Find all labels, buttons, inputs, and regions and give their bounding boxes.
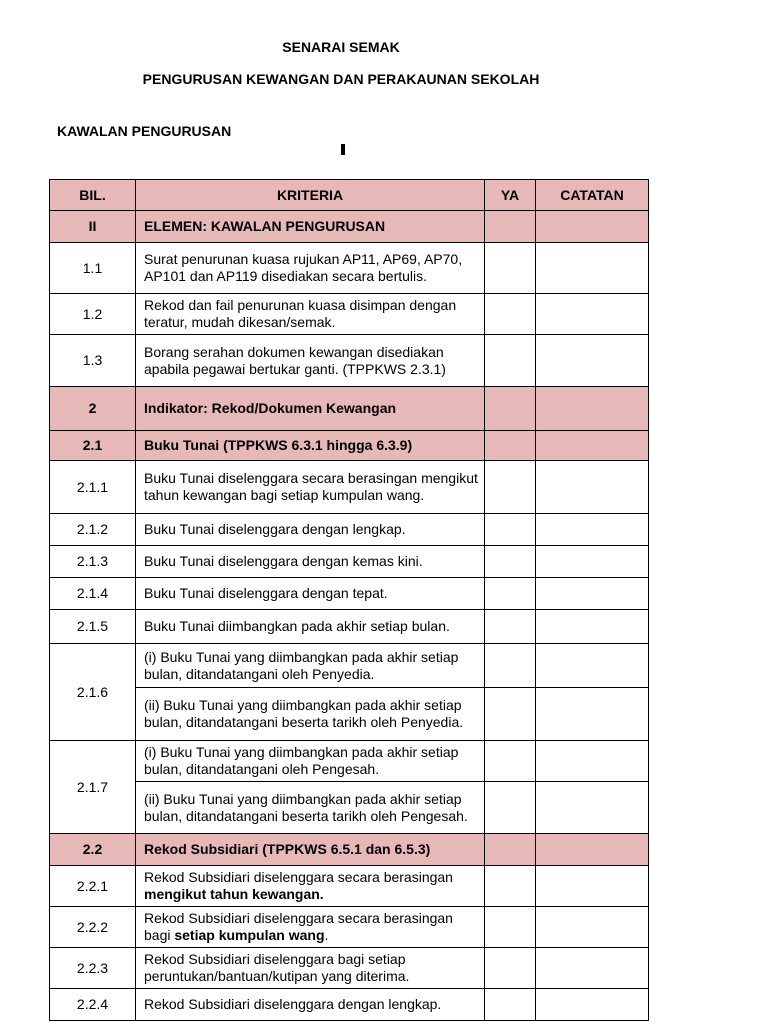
catatan-notes-cell — [536, 431, 649, 461]
section-header-row — [50, 834, 649, 866]
criteria-text: Buku Tunai diselenggara dengan lengkap. — [136, 514, 485, 546]
table-body — [50, 211, 649, 1021]
section-header-text: ELEMEN: KAWALAN PENGURUSAN — [136, 211, 485, 243]
row-number: 2.1.7 — [50, 741, 136, 834]
document-subtitle: PENGURUSAN KEWANGAN DAN PERAKAUNAN SEKOLAH — [142, 71, 540, 87]
row-number: 2.1 — [50, 431, 136, 461]
row-number: 2.1.5 — [50, 610, 136, 644]
criteria-text: (ii) Buku Tunai yang diimbangkan pada akhir setiap bulan, ditandatangani beserta tarikh oleh Pengesah. — [136, 782, 485, 834]
table-row — [50, 907, 649, 948]
ya-checkbox-cell[interactable] — [485, 546, 536, 578]
catatan-notes-cell — [536, 834, 649, 866]
criteria-text: Rekod dan fail penurunan kuasa disimpan dengan teratur, mudah dikesan/semak. — [136, 294, 485, 335]
ya-checkbox-cell[interactable] — [485, 907, 536, 948]
row-number: 2.1.6 — [50, 644, 136, 741]
ya-checkbox-cell[interactable] — [485, 782, 536, 834]
catatan-notes-cell[interactable] — [536, 989, 649, 1021]
column-header-catatan: CATATAN — [536, 180, 649, 211]
criteria-text — [136, 907, 485, 948]
catatan-notes-cell[interactable] — [536, 688, 649, 741]
table-row — [50, 866, 649, 907]
ya-checkbox-cell — [485, 834, 536, 866]
table-row — [50, 514, 649, 546]
criteria-text: Surat penurunan kuasa rujukan AP11, AP69, AP70, AP101 dan AP119 disediakan secara bertulis. — [136, 243, 485, 294]
table-row — [50, 948, 649, 989]
catatan-notes-cell[interactable] — [536, 644, 649, 688]
table-row — [50, 610, 649, 644]
table-row — [50, 989, 649, 1021]
table-row — [50, 461, 649, 514]
row-number: 2 — [50, 387, 136, 431]
section-header-row — [50, 431, 649, 461]
catatan-notes-cell[interactable] — [536, 578, 649, 610]
catatan-notes-cell[interactable] — [536, 782, 649, 834]
ya-checkbox-cell — [485, 431, 536, 461]
catatan-notes-cell[interactable] — [536, 294, 649, 335]
ya-checkbox-cell — [485, 387, 536, 431]
row-number: 2.2.2 — [50, 907, 136, 948]
table-row — [50, 688, 649, 741]
table-row — [50, 294, 649, 335]
ya-checkbox-cell[interactable] — [485, 461, 536, 514]
criteria-text: Borang serahan dokumen kewangan disediakan apabila pegawai bertukar ganti. (TPPKWS 2.3.1) — [136, 335, 485, 387]
table-row — [50, 782, 649, 834]
criteria-text: Rekod Subsidiari diselenggara dengan lengkap. — [136, 989, 485, 1021]
ya-checkbox-cell — [485, 211, 536, 243]
catatan-notes-cell[interactable] — [536, 741, 649, 782]
criteria-text — [136, 866, 485, 907]
ya-checkbox-cell[interactable] — [485, 243, 536, 294]
row-number: 2.1.1 — [50, 461, 136, 514]
table-row — [50, 335, 649, 387]
section-heading: KAWALAN PENGURUSAN — [57, 123, 232, 139]
table-row — [50, 741, 649, 782]
section-header-row — [50, 387, 649, 431]
row-number: 2.2.3 — [50, 948, 136, 989]
ya-checkbox-cell[interactable] — [485, 294, 536, 335]
catatan-notes-cell[interactable] — [536, 546, 649, 578]
ya-checkbox-cell[interactable] — [485, 688, 536, 741]
criteria-text-part: setiap kumpulan wang — [174, 927, 325, 943]
text-cursor — [341, 144, 345, 155]
ya-checkbox-cell[interactable] — [485, 866, 536, 907]
catatan-notes-cell[interactable] — [536, 335, 649, 387]
criteria-text: (i) Buku Tunai yang diimbangkan pada akhir setiap bulan, ditandatangani oleh Penyedia. — [136, 644, 485, 688]
column-header-bil: BIL. — [50, 180, 136, 211]
row-number: 2.2.1 — [50, 866, 136, 907]
column-header-ya: YA — [485, 180, 536, 211]
table-row — [50, 243, 649, 294]
catatan-notes-cell — [536, 387, 649, 431]
criteria-text: (ii) Buku Tunai yang diimbangkan pada akhir setiap bulan, ditandatangani beserta tarikh oleh Penyedia. — [136, 688, 485, 741]
section-header-row — [50, 211, 649, 243]
section-header-text: Rekod Subsidiari (TPPKWS 6.5.1 dan 6.5.3) — [136, 834, 485, 866]
table-row — [50, 546, 649, 578]
row-number: 1.1 — [50, 243, 136, 294]
ya-checkbox-cell[interactable] — [485, 335, 536, 387]
ya-checkbox-cell[interactable] — [485, 644, 536, 688]
table-row — [50, 644, 649, 688]
checklist-table — [49, 179, 649, 1021]
row-number: 1.2 — [50, 294, 136, 335]
row-number: II — [50, 211, 136, 243]
criteria-text-part: mengikut tahun kewangan. — [144, 886, 324, 902]
catatan-notes-cell[interactable] — [536, 948, 649, 989]
row-number: 2.1.2 — [50, 514, 136, 546]
row-number: 2.2 — [50, 834, 136, 866]
row-number: 2.1.3 — [50, 546, 136, 578]
document-title: SENARAI SEMAK — [282, 39, 400, 55]
row-number: 2.2.4 — [50, 989, 136, 1021]
catatan-notes-cell[interactable] — [536, 243, 649, 294]
criteria-text: Buku Tunai diselenggara dengan tepat. — [136, 578, 485, 610]
catatan-notes-cell[interactable] — [536, 610, 649, 644]
row-number: 2.1.4 — [50, 578, 136, 610]
ya-checkbox-cell[interactable] — [485, 514, 536, 546]
catatan-notes-cell[interactable] — [536, 461, 649, 514]
ya-checkbox-cell[interactable] — [485, 610, 536, 644]
catatan-notes-cell[interactable] — [536, 514, 649, 546]
criteria-text-part: . — [324, 927, 329, 943]
criteria-text: Buku Tunai diimbangkan pada akhir setiap bulan. — [136, 610, 485, 644]
catatan-notes-cell[interactable] — [536, 907, 649, 948]
row-number: 1.3 — [50, 335, 136, 387]
criteria-text-part: Rekod Subsidiari diselenggara secara berasingan bagi — [144, 910, 453, 943]
criteria-text: Buku Tunai diselenggara secara berasingan mengikut tahun kewangan bagi setiap kumpulan wang. — [136, 461, 485, 514]
ya-checkbox-cell[interactable] — [485, 578, 536, 610]
table-row — [50, 578, 649, 610]
section-header-text: Indikator: Rekod/Dokumen Kewangan — [136, 387, 485, 431]
criteria-text: Rekod Subsidiari diselenggara bagi setiap peruntukan/bantuan/kutipan yang diterima. — [136, 948, 485, 989]
criteria-text: Buku Tunai diselenggara dengan kemas kini. — [136, 546, 485, 578]
section-header-text: Buku Tunai (TPPKWS 6.3.1 hingga 6.3.9) — [136, 431, 485, 461]
criteria-text-part: Rekod Subsidiari diselenggara secara berasingan — [144, 869, 453, 885]
table-header-row — [50, 180, 649, 211]
catatan-notes-cell — [536, 211, 649, 243]
criteria-text: (i) Buku Tunai yang diimbangkan pada akhir setiap bulan, ditandatangani oleh Pengesah. — [136, 741, 485, 782]
ya-checkbox-cell[interactable] — [485, 741, 536, 782]
ya-checkbox-cell[interactable] — [485, 989, 536, 1021]
ya-checkbox-cell[interactable] — [485, 948, 536, 989]
column-header-kriteria: KRITERIA — [136, 180, 485, 211]
catatan-notes-cell[interactable] — [536, 866, 649, 907]
